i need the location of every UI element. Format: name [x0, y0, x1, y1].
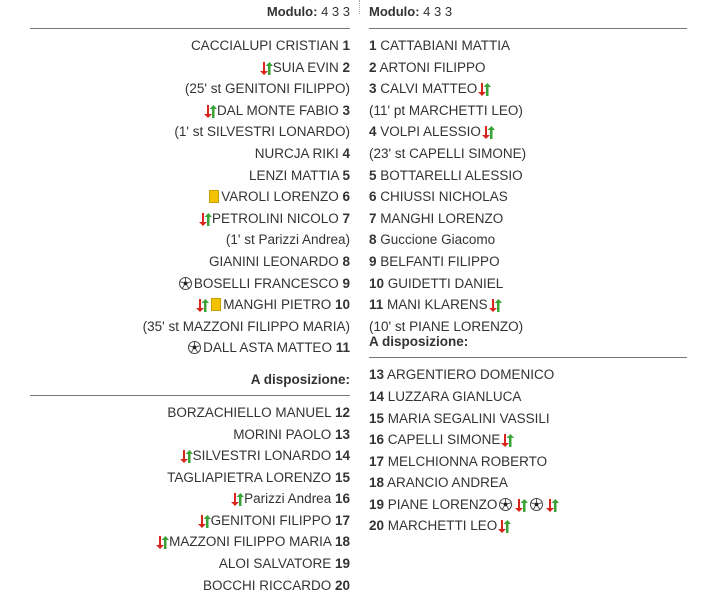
player-name: BELFANTI FILIPPO — [380, 253, 500, 269]
player-name: BOSELLI FRANCESCO — [193, 275, 339, 291]
player-row — [369, 208, 687, 230]
player-number: 6 — [369, 189, 377, 205]
column-divider — [359, 0, 360, 14]
player-row — [369, 494, 687, 516]
player-number: 9 — [369, 253, 377, 269]
sub-arrows-icon — [477, 82, 491, 97]
player-name: MANGHI PIETRO — [223, 297, 332, 313]
home-bench-list — [30, 402, 350, 596]
goal-ball-icon — [499, 496, 512, 509]
player-row — [30, 424, 350, 446]
player-number: 14 — [369, 388, 385, 404]
player-row — [30, 165, 350, 187]
player-row — [30, 531, 350, 553]
player-row — [30, 251, 350, 273]
player-name: MANI KLARENS — [387, 297, 488, 313]
away-bench-separator — [369, 357, 687, 358]
player-number: 16 — [369, 432, 385, 448]
player-number: 7 — [342, 210, 350, 226]
player-name: NURCJA RIKI — [254, 145, 339, 161]
player-number: 18 — [334, 534, 350, 550]
player-number: 4 — [369, 124, 377, 140]
home-starters-list — [30, 35, 350, 359]
player-name: CACCIALUPI CRISTIAN — [190, 38, 339, 53]
player-name: LUZZARA GIANLUCA — [387, 388, 522, 404]
player-row — [30, 467, 350, 489]
player-number: 13 — [369, 367, 385, 383]
player-number: 5 — [342, 167, 350, 183]
player-number: 7 — [369, 210, 377, 226]
sub-arrows-icon — [488, 298, 502, 313]
yellow-card-icon — [211, 298, 221, 311]
player-row — [369, 186, 687, 208]
player-row — [30, 294, 350, 316]
player-name: CALVI MATTEO — [380, 81, 478, 97]
player-number: 4 — [342, 145, 350, 161]
player-row — [30, 100, 350, 122]
player-number: 19 — [369, 496, 385, 512]
player-number: 2 — [369, 59, 377, 75]
player-row — [369, 472, 687, 494]
player-number: 17 — [334, 512, 350, 528]
player-row — [369, 57, 687, 79]
away-formation — [369, 0, 687, 24]
player-name: PETROLINI NICOLO — [211, 210, 339, 226]
player-name: DAL MONTE FABIO — [216, 102, 339, 118]
player-name: Parizzi Andrea — [244, 491, 332, 507]
away-starters-list — [369, 35, 687, 337]
sub-arrows-icon — [195, 298, 209, 313]
substitution-text: (35' st MAZZONI FILIPPO MARIA) — [142, 318, 350, 334]
player-number: 3 — [342, 102, 350, 118]
sub-arrows-icon — [259, 61, 273, 76]
player-number: 8 — [369, 232, 377, 248]
player-row — [30, 575, 350, 597]
player-name: CHIUSSI NICHOLAS — [380, 189, 508, 205]
player-name: PIANE LORENZO — [387, 496, 498, 512]
player-row — [30, 337, 350, 359]
player-number: 1 — [369, 38, 377, 53]
player-number: 15 — [334, 469, 350, 485]
player-number: 1 — [342, 38, 350, 53]
player-row — [369, 251, 687, 273]
sub-arrows-icon — [481, 125, 495, 140]
player-name: BOTTARELLI ALESSIO — [380, 167, 523, 183]
goal-ball-icon — [188, 339, 201, 352]
player-row — [369, 78, 687, 100]
player-number: 5 — [369, 167, 377, 183]
player-number: 6 — [342, 189, 350, 205]
away-separator — [369, 28, 687, 29]
home-formation-label: Modulo: — [266, 4, 318, 19]
player-number: 18 — [369, 475, 385, 491]
sub-arrows-icon — [514, 498, 528, 513]
sub-arrows-icon — [545, 498, 559, 513]
sub-arrows-icon — [497, 519, 511, 534]
away-lineup — [369, 0, 687, 557]
player-row — [369, 35, 687, 57]
player-name: VAROLI LORENZO — [221, 189, 339, 205]
player-name: DALL ASTA MATTEO — [203, 340, 332, 356]
player-name: MORINI PAOLO — [233, 426, 332, 442]
away-bench-header: A disposizione: — [369, 334, 469, 350]
player-row — [369, 408, 687, 430]
away-formation-label: Modulo: — [369, 4, 420, 19]
player-number: 19 — [334, 556, 350, 572]
player-number: 13 — [334, 426, 350, 442]
home-separator — [30, 28, 350, 29]
player-name: GIANINI LEONARDO — [208, 253, 339, 269]
substitution-text: (1' st Parizzi Andrea) — [225, 232, 350, 248]
goal-ball-icon — [179, 275, 192, 288]
substitution-text: (23' st CAPELLI SIMONE) — [369, 145, 527, 161]
player-number: 11 — [369, 297, 384, 313]
home-bench-header: A disposizione: — [250, 371, 350, 387]
goal-ball-icon — [530, 496, 543, 509]
home-formation-value: 4 3 3 — [321, 4, 350, 19]
player-name: ARANCIO ANDREA — [387, 475, 508, 491]
away-bench-list — [369, 364, 687, 537]
player-row — [369, 515, 687, 537]
player-name: SUIA EVIN — [272, 59, 339, 75]
home-formation — [30, 0, 350, 24]
player-name: MELCHIONNA ROBERTO — [387, 453, 548, 469]
home-lineup — [30, 0, 350, 596]
player-name: ARGENTIERO DOMENICO — [387, 367, 555, 383]
player-number: 20 — [334, 577, 350, 593]
substitution-text: (10' st PIANE LORENZO) — [369, 318, 524, 334]
sub-arrows-icon — [197, 514, 211, 529]
home-bench-separator — [30, 395, 350, 396]
player-row — [30, 445, 350, 467]
player-name: MAZZONI FILIPPO MARIA — [169, 534, 332, 550]
player-name: ALOI SALVATORE — [218, 556, 332, 572]
player-row — [30, 553, 350, 575]
player-row — [369, 165, 687, 187]
player-name: MANGHI LORENZO — [380, 210, 504, 226]
player-name: CATTABIANI MATTIA — [380, 38, 511, 53]
player-row — [369, 229, 687, 251]
player-number: 3 — [369, 81, 377, 97]
player-name: BORZACHIELLO MANUEL — [167, 404, 332, 420]
player-name: GUIDETTI DANIEL — [387, 275, 504, 291]
player-number: 10 — [369, 275, 385, 291]
away-formation-value: 4 3 3 — [423, 4, 453, 19]
player-row — [369, 429, 687, 451]
player-name: ARTONI FILIPPO — [379, 59, 486, 75]
player-number: 9 — [342, 275, 350, 291]
player-number: 12 — [334, 404, 350, 420]
player-number: 17 — [369, 453, 385, 469]
player-row — [30, 488, 350, 510]
player-number: 10 — [334, 297, 350, 313]
player-row — [30, 35, 350, 57]
player-row — [369, 364, 687, 386]
player-name: BOCCHI RICCARDO — [202, 577, 332, 593]
player-row — [369, 294, 687, 316]
player-row — [369, 273, 687, 295]
substitution-text: (25' st GENITONI FILIPPO) — [184, 81, 350, 97]
player-name: LENZI MATTIA — [248, 167, 339, 183]
player-row — [30, 208, 350, 230]
sub-arrows-icon — [155, 535, 169, 550]
substitution-text: (11' pt MARCHETTI LEO) — [369, 102, 523, 118]
sub-arrows-icon — [203, 104, 217, 119]
player-row — [30, 57, 350, 79]
player-name: GENITONI FILIPPO — [210, 512, 332, 528]
player-number: 16 — [334, 491, 350, 507]
substitution-text: (1' st SILVESTRI LONARDO) — [174, 124, 350, 140]
player-name: CAPELLI SIMONE — [387, 432, 501, 448]
sub-arrows-icon — [179, 449, 193, 464]
player-row — [30, 402, 350, 424]
player-row — [30, 273, 350, 295]
player-name: MARCHETTI LEO — [387, 518, 498, 534]
player-name: VOLPI ALESSIO — [380, 124, 481, 140]
substitution-note — [30, 121, 350, 143]
player-number: 20 — [369, 518, 385, 534]
sub-arrows-icon — [500, 433, 514, 448]
substitution-note — [30, 229, 350, 251]
player-number: 14 — [334, 448, 350, 464]
player-row — [30, 510, 350, 532]
player-number: 11 — [335, 340, 350, 356]
substitution-note — [30, 316, 350, 338]
player-row — [369, 386, 687, 408]
player-row — [369, 451, 687, 473]
substitution-note — [369, 100, 687, 122]
player-name: TAGLIAPIETRA LORENZO — [167, 469, 332, 485]
player-number: 8 — [342, 253, 350, 269]
player-row — [30, 186, 350, 208]
player-number: 15 — [369, 410, 385, 426]
player-name: SILVESTRI LONARDO — [192, 448, 332, 464]
player-row — [30, 143, 350, 165]
sub-arrows-icon — [198, 212, 212, 227]
player-number: 2 — [342, 59, 350, 75]
player-name: Guccione Giacomo — [380, 232, 496, 248]
player-name: MARIA SEGALINI VASSILI — [387, 410, 550, 426]
yellow-card-icon — [209, 190, 219, 203]
substitution-note — [30, 78, 350, 100]
sub-arrows-icon — [230, 492, 244, 507]
player-row — [369, 121, 687, 143]
substitution-note — [369, 143, 687, 165]
